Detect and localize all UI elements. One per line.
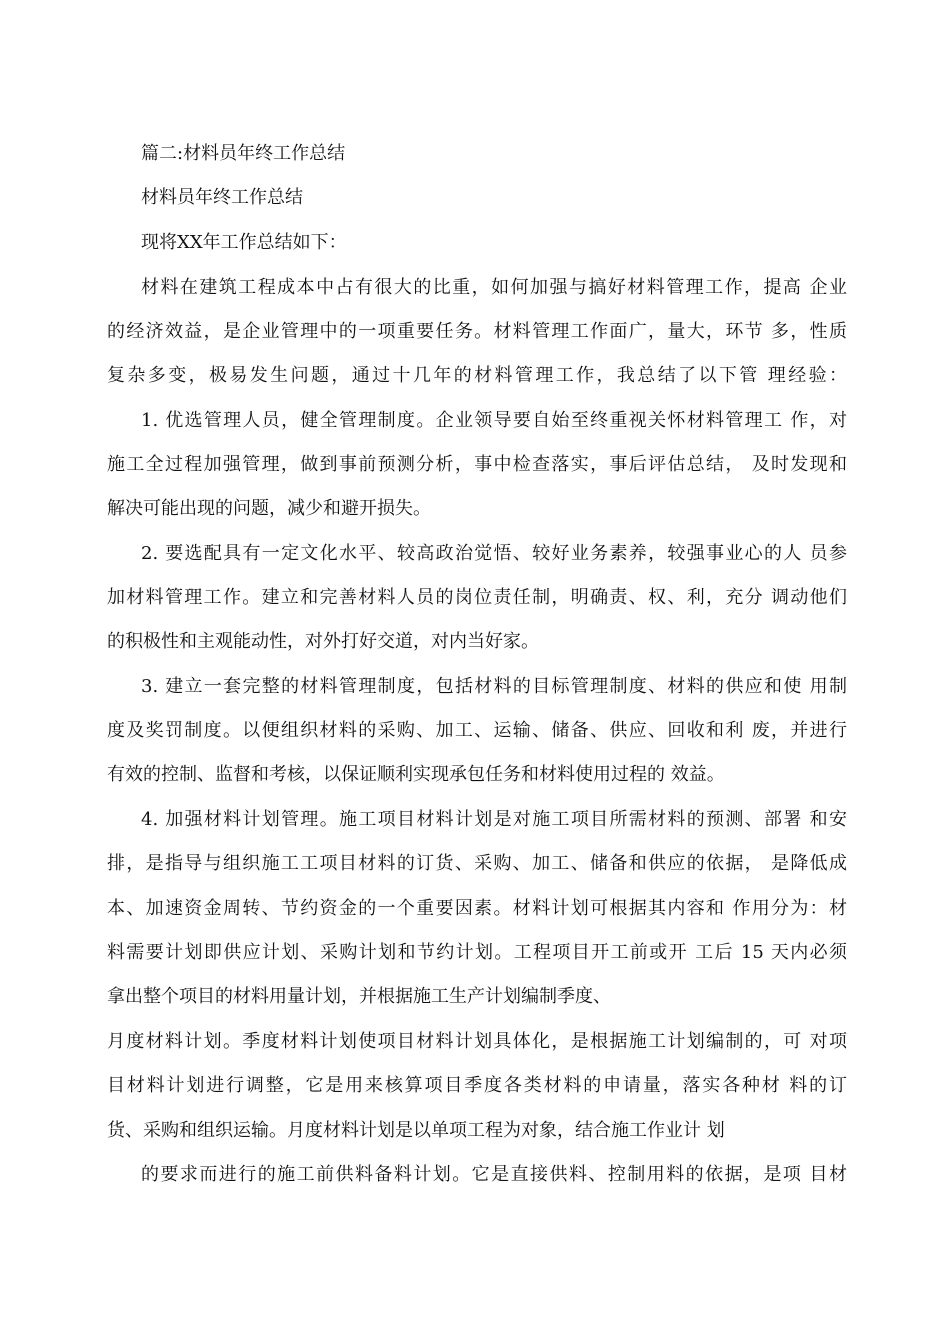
- paragraph-line: 月度材料计划。季度材料计划使项目材料计划具体化，是根据施工计划编制的，可 对项: [107, 1031, 847, 1052]
- paragraph-line: 的要求而进行的施工前供料备料计划。它是直接供料、控制用料的依据，是项 目材: [141, 1164, 847, 1185]
- paragraph-line: 本、加速资金周转、节约资金的一个重要因素。材料计划可根据其内容和 作用分为：材: [107, 898, 847, 919]
- paragraph-line: 4. 加强材料计划管理。施工项目材料计划是对施工项目所需材料的预测、部署 和安: [141, 809, 847, 830]
- paragraph-line: 料需要计划即供应计划、采购计划和节约计划。工程项目开工前或开 工后 15 天内必须: [107, 942, 847, 963]
- paragraph-line: 排，是指导与组织施工工项目材料的订货、采购、加工、储备和供应的依据， 是降低成: [107, 853, 847, 874]
- paragraph-line: 度及奖罚制度。以便组织材料的采购、加工、运输、储备、供应、回收和利 废，并进行: [107, 720, 847, 741]
- section-heading: 篇二:材料员年终工作总结: [141, 143, 346, 164]
- paragraph-line: 货、采购和组织运输。月度材料计划是以单项工程为对象，结合施工作业计 划: [107, 1120, 725, 1141]
- paragraph-line: 的积极性和主观能动性，对外打好交道，对内当好家。: [107, 631, 539, 652]
- paragraph-line: 的经济效益，是企业管理中的一项重要任务。材料管理工作面广，量大，环节 多，性质: [107, 321, 847, 342]
- intro-line: 现将XX年工作总结如下：: [141, 232, 347, 253]
- document-title: 材料员年终工作总结: [141, 187, 303, 208]
- paragraph-line: 拿出整个项目的材料用量计划，并根据施工生产计划编制季度、: [107, 986, 611, 1007]
- paragraph-line: 材料在建筑工程成本中占有很大的比重，如何加强与搞好材料管理工作，提高 企业: [141, 277, 847, 298]
- paragraph-line: 加材料管理工作。建立和完善材料人员的岗位责任制，明确责、权、利，充分 调动他们: [107, 587, 847, 608]
- paragraph-line: 解决可能出现的问题，减少和避开损失。: [107, 498, 431, 519]
- paragraph-line: 1. 优选管理人员，健全管理制度。企业领导要自始至终重视关怀材料管理工 作，对: [141, 410, 847, 431]
- paragraph-line: 有效的控制、监督和考核，以保证顺利实现承包任务和材料使用过程的 效益。: [107, 764, 725, 785]
- paragraph-line: 2. 要选配具有一定文化水平、较高政治觉悟、较好业务素养，较强事业心的人 员参: [141, 543, 847, 564]
- paragraph-line: 3. 建立一套完整的材料管理制度，包括材料的目标管理制度、材料的供应和使 用制: [141, 676, 847, 697]
- paragraph-line: 复杂多变，极易发生问题，通过十几年的材料管理工作，我总结了以下管 理经验：: [107, 365, 847, 386]
- paragraph-line: 施工全过程加强管理，做到事前预测分析，事中检查落实，事后评估总结， 及时发现和: [107, 454, 847, 475]
- paragraph-line: 目材料计划进行调整，它是用来核算项目季度各类材料的申请量，落实各种材 料的订: [107, 1075, 847, 1096]
